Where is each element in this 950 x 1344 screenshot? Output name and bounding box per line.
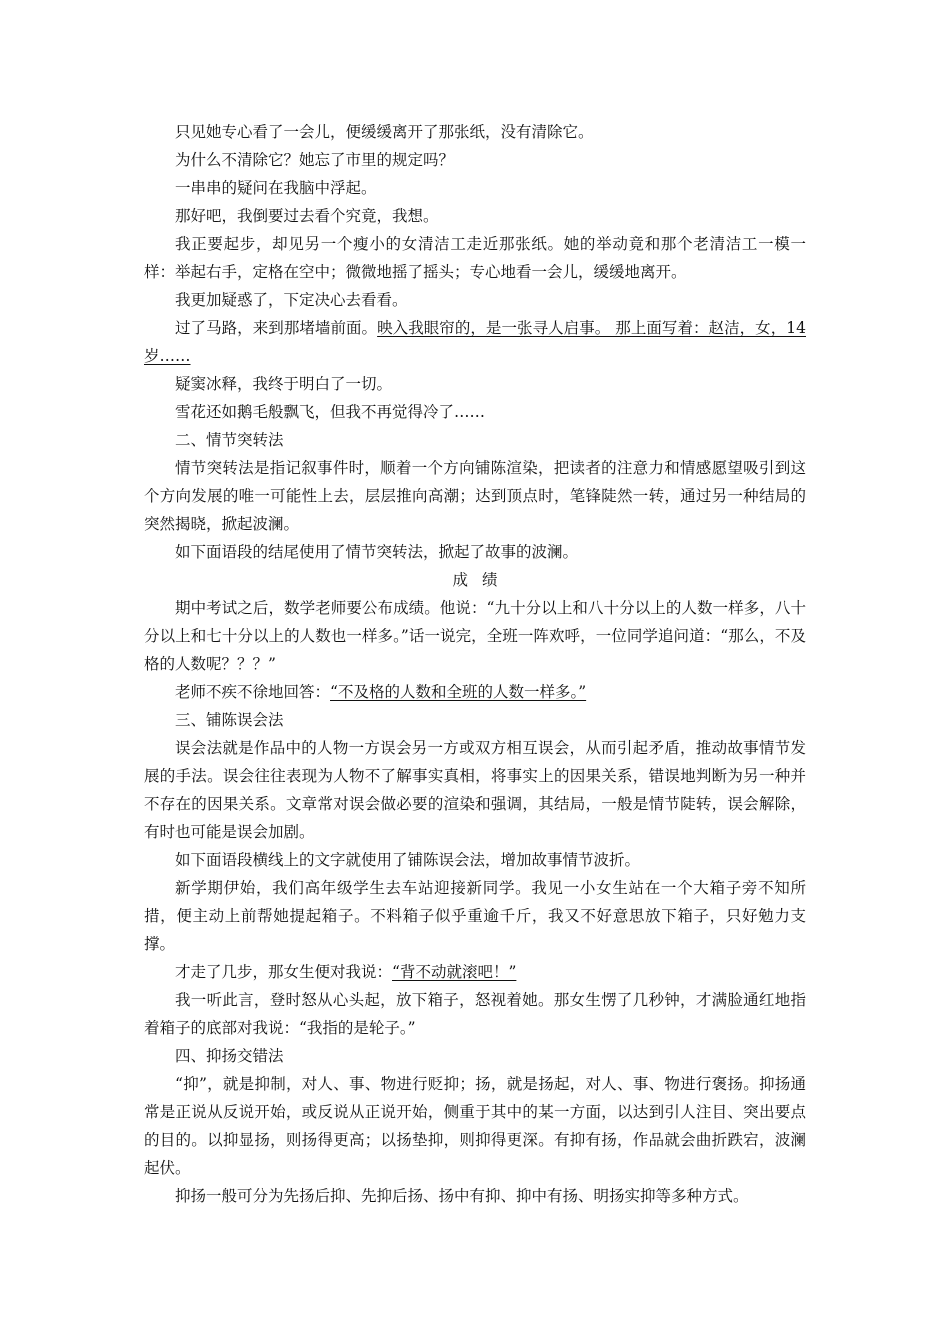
section-heading: 二、情节突转法 <box>175 431 284 449</box>
paragraph: 雪花还如鹅毛般飘飞，但我不再觉得冷了…… <box>175 403 486 421</box>
paragraph: 那好吧，我倒要过去看个究竟，我想。 <box>175 207 439 225</box>
story-title: 成绩 <box>452 571 512 589</box>
document-body <box>144 118 806 1210</box>
paragraph: 如下面语段横线上的文字就使用了铺陈误会法，增加故事情节波折。 <box>175 851 641 869</box>
paragraph-text: 过了马路，来到那堵墙前面。 <box>175 319 378 337</box>
paragraph: 抑扬一般可分为先扬后抑、先抑后扬、扬中有抑、抑中有扬、明扬实抑等多种方式。 <box>175 1187 749 1205</box>
paragraph: 新学期伊始，我们高年级学生去车站迎接新同学。我见一小女生站在一个大箱子旁不知所措，便主动上前帮她提起箱子。不料箱子似乎重逾千斤，我又不好意思放下箱子，只好勉力支撑。 <box>144 879 806 953</box>
paragraph: 疑窦冰释，我终于明白了一切。 <box>175 375 393 393</box>
paragraph: 只见她专心看了一会儿，便缓缓离开了那张纸，没有清除它。 <box>175 123 594 141</box>
paragraph: 误会法就是作品中的人物一方误会另一方或双方相互误会，从而引起矛盾，推动故事情节发展的手法。误会往往表现为人物不了解事实真相，将事实上的因果关系，错误地判断为另一种并不存在的因果关系。文章常对误会做必要的渲染和强调，其结局，一般是情节陡转，误会解除，有时也可能是误会加剧。 <box>144 739 806 841</box>
underlined-text: “不及格的人数和全班的人数一样多。” <box>330 683 587 701</box>
section-heading: 三、铺陈误会法 <box>175 711 284 729</box>
paragraph: “抑”，就是抑制，对人、事、物进行贬抑；扬，就是扬起，对人、事、物进行褒扬。抑扬通常是正说从反说开始，或反说从正说开始，侧重于其中的某一方面，以达到引人注目、突出要点的目的。以抑显扬，则扬得更高；以扬垫抑，则抑得更深。有抑有扬，作品就会曲折跌宕，波澜起伏。 <box>144 1075 806 1177</box>
paragraph: 情节突转法是指记叙事件时，顺着一个方向铺陈渲染，把读者的注意力和情感愿望吸引到这个方向发展的唯一可能性上去，层层推向高潮；达到顶点时，笔锋陡然一转，通过另一种结局的突然揭晓，掀起波澜。 <box>144 459 806 533</box>
paragraph: 我更加疑惑了，下定决心去看看。 <box>175 291 408 309</box>
paragraph: 期中考试之后，数学老师要公布成绩。他说：“九十分以上和八十分以上的人数一样多，八十分以上和七十分以上的人数也一样多。”话一说完，全班一阵欢呼，一位同学追问道：“那么，不及格的人数呢？？？” <box>144 599 806 673</box>
paragraph <box>144 678 806 706</box>
paragraph: 一串串的疑问在我脑中浮起。 <box>175 179 377 197</box>
paragraph: 为什么不清除它？她忘了市里的规定吗？ <box>175 151 455 169</box>
paragraph-text: 才走了几步，那女生便对我说： <box>175 963 393 981</box>
paragraph: 如下面语段的结尾使用了情节突转法，掀起了故事的波澜。 <box>175 543 579 561</box>
paragraph <box>144 958 806 986</box>
section-heading: 四、抑扬交错法 <box>175 1047 284 1065</box>
paragraph: 我正要起步，却见另一个瘦小的女清洁工走近那张纸。她的举动竟和那个老清洁工一模一样：举起右手，定格在空中；微微地摇了摇头；专心地看一会儿，缓缓地离开。 <box>144 235 806 281</box>
paragraph <box>144 314 806 370</box>
paragraph-text: 老师不疾不徐地回答： <box>175 683 331 701</box>
underlined-text: “背不动就滚吧！” <box>392 963 517 981</box>
underlined-text: 映入我眼帘的，是一张寻人启事。 那上面写着：赵洁，女，14岁…… <box>144 319 806 365</box>
paragraph: 我一听此言，登时怒从心头起，放下箱子，怒视着她。那女生愣了几秒钟，才满脸通红地指着箱子的底部对我说：“我指的是轮子。” <box>144 991 806 1037</box>
